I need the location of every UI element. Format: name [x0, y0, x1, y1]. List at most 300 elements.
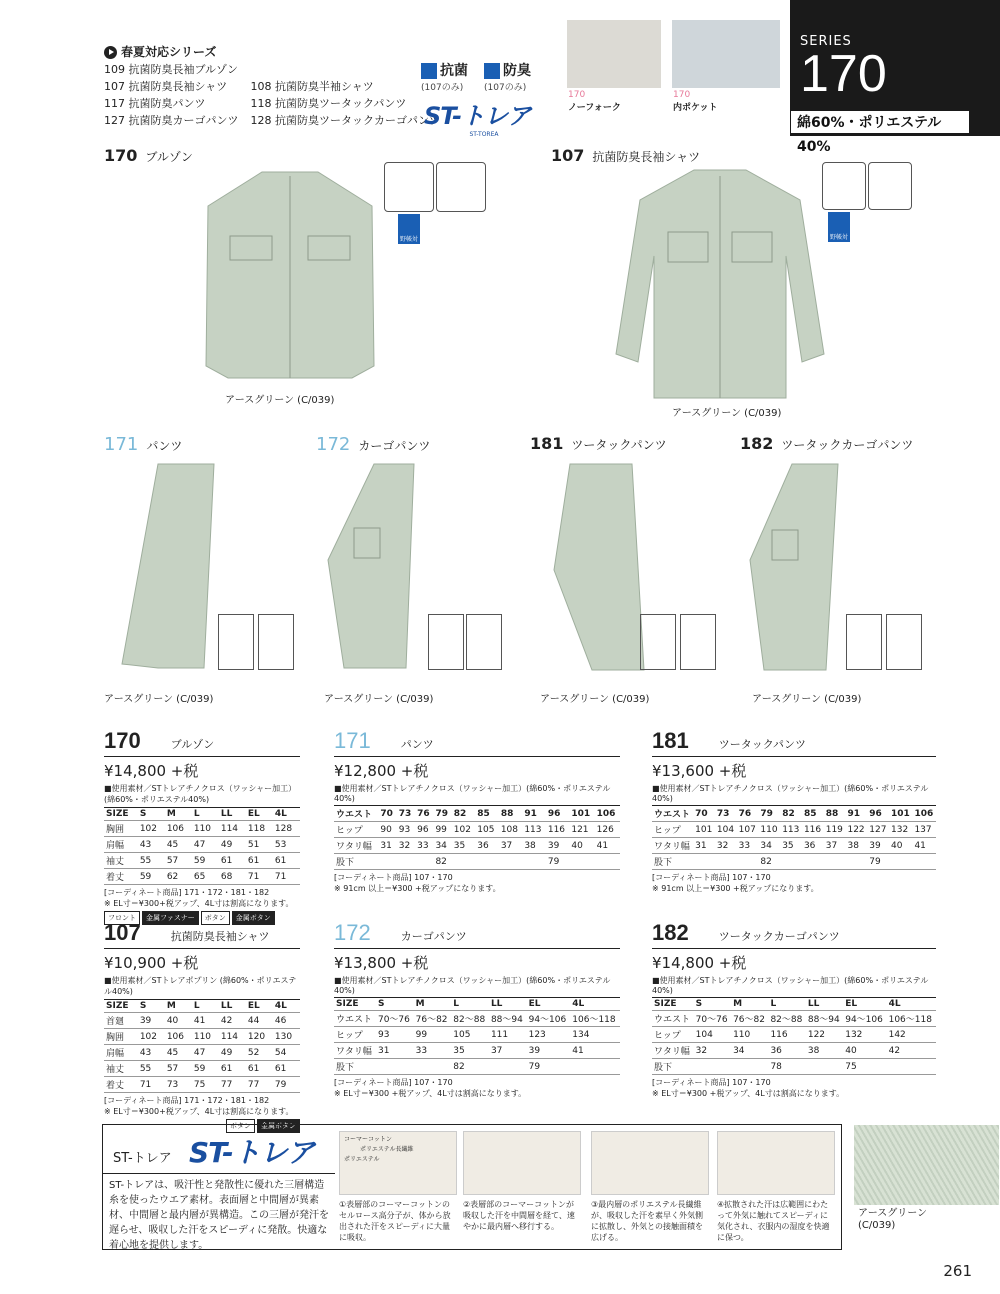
table-cell: 43 — [138, 837, 165, 853]
table-cell: 99 — [433, 822, 451, 838]
table-cell: 88～94 — [806, 1011, 843, 1027]
table-cell — [414, 1059, 452, 1075]
table-cell: 76～82 — [414, 1011, 452, 1027]
table-cell: 101 — [569, 806, 594, 822]
lineup-item: 127 抗菌防臭カーゴパンツ — [104, 114, 239, 127]
table-cell — [731, 1059, 768, 1075]
table-cell: 102 — [452, 822, 476, 838]
table-cell: LL — [489, 998, 527, 1011]
table-cell: 122 — [845, 822, 867, 838]
table-cell: 62 — [165, 869, 192, 885]
table-cell: 40 — [569, 838, 594, 854]
table-cell: 股下 — [652, 1059, 694, 1075]
table-cell: 38 — [845, 838, 867, 854]
table-cell: 85 — [802, 806, 824, 822]
table-cell: 57 — [165, 853, 192, 869]
table-cell: EL — [246, 808, 273, 821]
color-caption: アースグリーン (C/039) — [324, 694, 434, 705]
table-cell: 49 — [219, 1045, 246, 1061]
price: ¥12,800 +税 — [334, 762, 429, 780]
table-cell: 32 — [397, 838, 415, 854]
size-table — [334, 998, 620, 1075]
table-cell: S — [138, 1000, 165, 1013]
field-notebook-badge: 野帳対応 — [828, 212, 850, 242]
table-cell: 59 — [138, 869, 165, 885]
table-cell: 111 — [489, 1027, 527, 1043]
table-cell: 4L — [570, 998, 620, 1011]
table-cell: 40 — [843, 1043, 886, 1059]
table-cell: 79 — [433, 806, 451, 822]
table-cell: 132 — [843, 1027, 886, 1043]
detail-caption: 170 ノーフォーク — [568, 90, 621, 113]
table-cell: 106～118 — [570, 1011, 620, 1027]
table-row — [104, 1061, 300, 1077]
table-cell — [737, 854, 759, 870]
table-cell — [397, 854, 415, 870]
table-cell: 94～106 — [527, 1011, 571, 1027]
notes: [コーディネート商品] 107・170 ※ EL寸＝¥300 +税アップ、4L寸は割高になります。 — [652, 1078, 845, 1098]
table-cell — [889, 854, 912, 870]
table-cell: 袖丈 — [104, 853, 138, 869]
table-cell: 106 — [165, 1029, 192, 1045]
table-cell: 79 — [758, 806, 780, 822]
table-cell: 38 — [522, 838, 546, 854]
table-cell: 113 — [780, 822, 802, 838]
table-cell: 41 — [570, 1043, 620, 1059]
field-notebook-badge: 野帳対応 — [398, 214, 420, 244]
table-cell: 70～76 — [694, 1011, 731, 1027]
table-cell: LL — [219, 1000, 246, 1013]
table-row — [652, 838, 936, 854]
table-cell: 79 — [867, 854, 889, 870]
table-cell: 77 — [219, 1077, 246, 1093]
spec-block-181: 181 ツータックパンツ ¥13,600 +税 ■使用素材／STトレアチノクロス（ワッシャー加工）(綿60%・ポリエステル40%) ウエスト 70 73 76 79 82 85 88 91 96 101 106 ヒップ 101 104 107 110 113 116 119 122 127 132 137 ワタリ幅 31 32 33 34 35 36 37 38 39 40 41 股下 82 79 [コーディネート商品] 107・170 ※ 91cm 以上＝¥300 +税アップになります。 — [652, 728, 936, 894]
table-cell: 75 — [843, 1059, 886, 1075]
antibacterial-icon — [421, 63, 437, 79]
spec-tags: ボタン 金属ボタン — [104, 1119, 300, 1133]
table-cell: EL — [527, 998, 571, 1011]
table-cell: 34 — [758, 838, 780, 854]
table-row — [334, 822, 620, 838]
table-cell: 61 — [246, 1061, 273, 1077]
table-cell — [802, 854, 824, 870]
table-cell: EL — [246, 1000, 273, 1013]
table-row — [652, 1059, 936, 1075]
table-cell: 73 — [165, 1077, 192, 1093]
cargo-flat-sketch-back — [466, 614, 502, 670]
table-cell: 106～118 — [887, 1011, 936, 1027]
detail-caption: 170 内ポケット — [673, 90, 718, 113]
table-cell: 49 — [219, 837, 246, 853]
table-cell: 96 — [415, 822, 433, 838]
lineup-item: 128 抗菌防臭ツータックカーゴパンツ — [250, 114, 440, 127]
table-cell: 61 — [273, 853, 300, 869]
cargo-flat-sketch-front — [428, 614, 464, 670]
table-row — [652, 1043, 936, 1059]
table-row — [334, 1059, 620, 1075]
price: ¥14,800 +税 — [104, 762, 199, 780]
price: ¥14,800 +税 — [652, 954, 747, 972]
table-cell: 首廻 — [104, 1013, 138, 1029]
product-title: 170 ブルゾン — [104, 146, 193, 165]
table-cell: 93 — [376, 1027, 414, 1043]
table-cell — [522, 854, 546, 870]
table-row — [104, 1045, 300, 1061]
size-table — [104, 1000, 300, 1093]
table-cell: 99 — [414, 1027, 452, 1043]
material: ■使用素材／STトレアチノクロス（ワッシャー加工）(綿60%・ポリエステル40%) — [104, 783, 300, 808]
table-cell: 122 — [806, 1027, 843, 1043]
table-cell: ワタリ幅 — [652, 838, 693, 854]
table-cell: 76 — [737, 806, 759, 822]
table-cell: 61 — [219, 853, 246, 869]
table-cell: ワタリ幅 — [334, 1043, 376, 1059]
fabric-description: ST-トレアは、吸汗性と発散性に優れた三層構造糸を使ったウエア素材。表面層と中間層が異素材、中間層と最内層が異構造。この三層が発汗を遅らせ、吸収した汗をスピーディに発散。快適な着心地を提供します。 — [103, 1173, 335, 1257]
table-row — [334, 1011, 620, 1027]
table-cell: 113 — [522, 822, 546, 838]
color-caption: アースグリーン (C/039) — [540, 694, 650, 705]
table-cell: M — [731, 998, 768, 1011]
table-row — [334, 1027, 620, 1043]
table-cell: 134 — [570, 1027, 620, 1043]
table-cell: 82 — [780, 806, 802, 822]
table-cell: ヒップ — [652, 1027, 694, 1043]
table-cell: 51 — [246, 837, 273, 853]
table-cell: 61 — [219, 1061, 246, 1077]
table-cell — [415, 854, 433, 870]
table-cell: 82～88 — [451, 1011, 489, 1027]
table-cell: 40 — [889, 838, 912, 854]
table-cell: 104 — [694, 1027, 731, 1043]
table-cell: 127 — [867, 822, 889, 838]
fabric-step: ②表層部のコーマーコットンが吸収した汗を中間層を経て、速やかに最内層へ移行する。 — [463, 1131, 581, 1232]
table-cell: 102 — [138, 1029, 165, 1045]
table-cell: 96 — [867, 806, 889, 822]
table-cell: 116 — [802, 822, 824, 838]
fabric-step-diagram — [463, 1131, 581, 1195]
table-cell: 65 — [192, 869, 219, 885]
notes: [コーディネート商品] 171・172・181・182 ※ EL寸＝¥300+税アップ、4L寸は割高になります。 — [104, 1096, 294, 1116]
table-cell: 75 — [192, 1077, 219, 1093]
jacket-illustration — [202, 166, 378, 390]
table-row — [652, 1027, 936, 1043]
size-table — [652, 998, 936, 1075]
table-cell: 31 — [693, 838, 715, 854]
fabric-step: コーマーコットン ポリエステル ポリエステル長繊維 ①表層部のコーマーコットンのセルロース高分子が、体から放出された汗をスピーディに大量に吸収。 — [339, 1131, 457, 1243]
table-cell: 85 — [475, 806, 499, 822]
notes: [コーディネート商品] 171・172・181・182 ※ EL寸＝¥300+税アップ、4L寸は割高になります。 — [104, 888, 294, 908]
table-cell: 股下 — [334, 1059, 376, 1075]
table-cell: 47 — [192, 1045, 219, 1061]
table-cell: 82 — [451, 1059, 489, 1075]
table-cell: 股下 — [334, 854, 378, 870]
table-cell: ワタリ幅 — [334, 838, 378, 854]
table-cell: 47 — [192, 837, 219, 853]
table-cell: EL — [843, 998, 886, 1011]
product-title: 107 抗菌防臭長袖シャツ — [551, 146, 701, 165]
table-cell: 114 — [219, 821, 246, 837]
table-cell: 82 — [452, 806, 476, 822]
table-cell: 41 — [192, 1013, 219, 1029]
table-cell: 106 — [595, 806, 620, 822]
table-cell: 119 — [824, 822, 846, 838]
spec-block-170: 170 ブルゾン ¥14,800 +税 ■使用素材／STトレアチノクロス（ワッシャー加工）(綿60%・ポリエステル40%) SIZE S M L LL EL 4L 胸囲 102 106 110 114 118 128 肩幅 43 45 47 49 51 53 袖丈 55 57 59 61 61 61 着丈 59 62 65 68 71 71 [コーディネート商品] 171・172・181・182 ※ EL寸＝¥300+税アップ、4L寸は割高になります。 フロント 金属ファスナー ボタン 金属ボタン — [104, 728, 300, 925]
two-tuck-cargo-flat-sketch-back — [886, 614, 922, 670]
table-row — [104, 837, 300, 853]
spec-block-107: 107 抗菌防臭長袖シャツ ¥10,900 +税 ■使用素材／STトレアポプリン (綿60%・ポリエステル40%) SIZE S M L LL EL 4L 首廻 39 40 41 42 44 46 胸囲 102 106 110 114 120 130 肩幅 43 45 47 49 52 54 袖丈 55 57 59 61 61 61 着丈 71 73 75 77 77 79 [コーディネート商品] 171・172・181・182 ※ EL寸＝¥300+税アップ、4L寸は割高になります。 ボタン 金属ボタン — [104, 920, 300, 1133]
table-cell: 71 — [246, 869, 273, 885]
table-cell: 70 — [693, 806, 715, 822]
lineup-item: 117 抗菌防臭パンツ — [104, 97, 206, 110]
table-cell: 42 — [219, 1013, 246, 1029]
two-tuck-flat-sketch-front — [640, 614, 676, 670]
spec-tags: フロント 金属ファスナー ボタン 金属ボタン — [104, 911, 300, 925]
table-cell: 34 — [731, 1043, 768, 1059]
table-row — [104, 1013, 300, 1029]
table-cell: 41 — [595, 838, 620, 854]
table-cell: 36 — [475, 838, 499, 854]
lineup-item: 109 抗菌防臭長袖ブルゾン — [104, 63, 239, 76]
table-cell: 78 — [768, 1059, 805, 1075]
spec-block-182: 182 ツータックカーゴパンツ ¥14,800 +税 ■使用素材／STトレアチノクロス（ワッシャー加工）(綿60%・ポリエステル40%) SIZE S M L LL EL 4L ウエスト 70～76 76～82 82～88 88～94 94～106 106～118 ヒップ 104 110 116 122 132 142 ワタリ幅 32 34 36 38 40 42 股下 78 75 [コーディネート商品] 107・170 ※ EL寸＝¥300 +税アップ、4L寸は割高になります。 — [652, 920, 936, 1099]
table-cell: 31 — [378, 838, 396, 854]
table-row — [334, 854, 620, 870]
table-cell: SIZE — [334, 998, 376, 1011]
table-cell: 128 — [273, 821, 300, 837]
table-cell: ウエスト — [652, 806, 693, 822]
table-cell: 88～94 — [489, 1011, 527, 1027]
table-row — [104, 1077, 300, 1093]
table-cell: 61 — [273, 1061, 300, 1077]
series-panel: SERIES 170 綿60%・ポリエステル40% — [790, 0, 1000, 136]
table-cell: 82 — [433, 854, 451, 870]
table-cell: 106 — [165, 821, 192, 837]
table-row — [334, 806, 620, 822]
table-cell: ワタリ幅 — [652, 1043, 694, 1059]
table-cell: M — [414, 998, 452, 1011]
table-cell: 35 — [780, 838, 802, 854]
spec-block-172: 172 カーゴパンツ ¥13,800 +税 ■使用素材／STトレアチノクロス（ワッシャー加工）(綿60%・ポリエステル40%) SIZE S M L LL EL 4L ウエスト 70～76 76～82 82～88 88～94 94～106 106～118 ヒップ 93 99 105 111 123 134 ワタリ幅 31 33 35 37 39 41 股下 82 79 [コーディネート商品] 107・170 ※ EL寸＝¥300 +税アップ、4L寸は割高になります。 — [334, 920, 620, 1099]
table-cell: 着丈 — [104, 1077, 138, 1093]
table-cell: 73 — [715, 806, 737, 822]
table-cell: 90 — [378, 822, 396, 838]
table-cell: M — [165, 1000, 192, 1013]
table-cell — [452, 854, 476, 870]
table-cell: 76 — [415, 806, 433, 822]
table-row — [652, 822, 936, 838]
table-cell — [824, 854, 846, 870]
table-cell: ヒップ — [334, 1027, 376, 1043]
lineup-heading: 春夏対応シリーズ — [104, 44, 440, 61]
table-cell: 45 — [165, 837, 192, 853]
table-cell: 53 — [273, 837, 300, 853]
table-cell: 4L — [273, 808, 300, 821]
table-cell: 94～106 — [843, 1011, 886, 1027]
table-cell — [378, 854, 396, 870]
table-cell: S — [138, 808, 165, 821]
table-cell: 70～76 — [376, 1011, 414, 1027]
table-cell: 33 — [414, 1043, 452, 1059]
table-cell — [780, 854, 802, 870]
material: ■使用素材／STトレアチノクロス（ワッシャー加工）(綿60%・ポリエステル40%) — [652, 783, 936, 806]
table-cell: L — [451, 998, 489, 1011]
fabric-step: ③最内層のポリエステル長繊維が、吸収した汗を素早く外気側に拡散し、外気との接触面積を広げる。 — [591, 1131, 709, 1243]
table-cell: 116 — [768, 1027, 805, 1043]
fabric-step: ④拡散された汗は広範囲にわたって外気に触れてスピーディに気化され、衣服内の湿度を快適に保つ。 — [717, 1131, 835, 1243]
detail-photo-inner-pocket — [672, 20, 780, 88]
table-cell: 106 — [912, 806, 936, 822]
table-cell: 118 — [246, 821, 273, 837]
table-cell: SIZE — [104, 1000, 138, 1013]
table-cell: 61 — [246, 853, 273, 869]
table-cell: 38 — [806, 1043, 843, 1059]
product-title: 171 パンツ — [104, 434, 183, 455]
table-cell: 36 — [802, 838, 824, 854]
shirt-flat-sketch-front — [822, 162, 866, 210]
table-cell: ヒップ — [652, 822, 693, 838]
table-cell: 102 — [138, 821, 165, 837]
table-cell: ウエスト — [334, 1011, 376, 1027]
two-tuck-pants-illustration — [550, 460, 646, 676]
table-cell: 132 — [889, 822, 912, 838]
table-cell: 88 — [824, 806, 846, 822]
table-cell: 33 — [737, 838, 759, 854]
st-torea-logo: ST-トレア — [189, 1136, 314, 1169]
table-cell: LL — [219, 808, 246, 821]
table-cell: 91 — [845, 806, 867, 822]
table-cell: 91 — [522, 806, 546, 822]
notes: [コーディネート商品] 107・170 ※ 91cm 以上＝¥300 +税アップになります。 — [652, 873, 819, 893]
pants-flat-sketch-back — [258, 614, 294, 670]
table-cell: 101 — [889, 806, 912, 822]
fabric-swatch — [854, 1125, 999, 1205]
table-row — [104, 869, 300, 885]
size-table — [334, 806, 620, 870]
swatch-label: アースグリーン (C/039) — [858, 1208, 927, 1231]
table-cell — [887, 1059, 936, 1075]
product-title: 182 ツータックカーゴパンツ — [740, 434, 914, 453]
table-cell: L — [192, 808, 219, 821]
table-cell: 37 — [489, 1043, 527, 1059]
table-cell: 54 — [273, 1045, 300, 1061]
lineup-col1 — [104, 61, 239, 129]
table-row — [652, 854, 936, 870]
color-caption: アースグリーン (C/039) — [225, 395, 335, 406]
price: ¥13,600 +税 — [652, 762, 747, 780]
table-cell: 82～88 — [768, 1011, 805, 1027]
table-cell: 39 — [138, 1013, 165, 1029]
table-cell — [912, 854, 936, 870]
table-cell: 4L — [273, 1000, 300, 1013]
table-cell: 71 — [138, 1077, 165, 1093]
fabric-explanation — [102, 1124, 842, 1250]
table-cell — [694, 1059, 731, 1075]
lineup-item: 107 抗菌防臭長袖シャツ — [104, 80, 228, 93]
table-cell: 胸囲 — [104, 821, 138, 837]
table-cell: 79 — [273, 1077, 300, 1093]
table-cell: 70 — [378, 806, 396, 822]
table-cell: SIZE — [104, 808, 138, 821]
table-cell: 96 — [546, 806, 570, 822]
table-row — [104, 1029, 300, 1045]
table-row — [652, 1011, 936, 1027]
table-cell: 39 — [546, 838, 570, 854]
table-cell: ヒップ — [334, 822, 378, 838]
table-cell: 31 — [376, 1043, 414, 1059]
table-cell: 着丈 — [104, 869, 138, 885]
table-cell: 肩幅 — [104, 1045, 138, 1061]
table-cell: 107 — [737, 822, 759, 838]
table-row — [334, 838, 620, 854]
price: ¥10,900 +税 — [104, 954, 199, 972]
table-cell: 44 — [246, 1013, 273, 1029]
product-title: 181 ツータックパンツ — [530, 434, 667, 453]
table-cell: 55 — [138, 1061, 165, 1077]
table-row — [104, 1000, 300, 1013]
table-cell — [693, 854, 715, 870]
play-icon — [104, 46, 117, 59]
table-cell: 76～82 — [731, 1011, 768, 1027]
material: ■使用素材／STトレアチノクロス（ワッシャー加工）(綿60%・ポリエステル40%) — [334, 783, 620, 806]
table-cell: 108 — [499, 822, 523, 838]
jacket-flat-sketch-front — [384, 162, 434, 212]
table-cell: 71 — [273, 869, 300, 885]
table-cell: 68 — [219, 869, 246, 885]
table-cell: ウエスト — [652, 1011, 694, 1027]
table-cell: SIZE — [652, 998, 694, 1011]
price: ¥13,800 +税 — [334, 954, 429, 972]
st-torea-logo: ST-トレア ST-TOREA — [424, 102, 531, 138]
function-antibacterial: 抗菌 (107のみ) — [421, 63, 468, 93]
color-caption: アースグリーン (C/039) — [752, 694, 862, 705]
table-cell: 46 — [273, 1013, 300, 1029]
table-row — [104, 853, 300, 869]
table-cell — [499, 854, 523, 870]
table-row — [104, 808, 300, 821]
table-cell: 59 — [192, 853, 219, 869]
table-cell: 42 — [887, 1043, 936, 1059]
table-cell: 73 — [397, 806, 415, 822]
table-cell: 101 — [693, 822, 715, 838]
table-cell: S — [694, 998, 731, 1011]
table-cell: 55 — [138, 853, 165, 869]
table-cell: 41 — [912, 838, 936, 854]
lineup-item: 108 抗菌防臭半袖シャツ — [250, 80, 374, 93]
table-cell: 105 — [451, 1027, 489, 1043]
table-cell: 130 — [273, 1029, 300, 1045]
table-cell: 袖丈 — [104, 1061, 138, 1077]
pants-flat-sketch-front — [218, 614, 254, 670]
material: ■使用素材／STトレアポプリン (綿60%・ポリエステル40%) — [104, 975, 300, 1000]
table-cell: 52 — [246, 1045, 273, 1061]
table-cell — [489, 1059, 527, 1075]
two-tuck-cargo-flat-sketch-front — [846, 614, 882, 670]
table-cell: 137 — [912, 822, 936, 838]
table-cell: 股下 — [652, 854, 693, 870]
page-number: 261 — [943, 1262, 972, 1280]
table-cell: 110 — [192, 821, 219, 837]
table-cell: 32 — [715, 838, 737, 854]
table-cell: M — [165, 808, 192, 821]
table-cell: 45 — [165, 1045, 192, 1061]
table-cell: 142 — [887, 1027, 936, 1043]
lineup-item: 118 抗菌防臭ツータックパンツ — [250, 97, 407, 110]
table-cell: L — [192, 1000, 219, 1013]
table-cell: 110 — [758, 822, 780, 838]
table-cell — [569, 854, 594, 870]
fabric-step-diagram — [717, 1131, 835, 1195]
table-row — [334, 998, 620, 1011]
